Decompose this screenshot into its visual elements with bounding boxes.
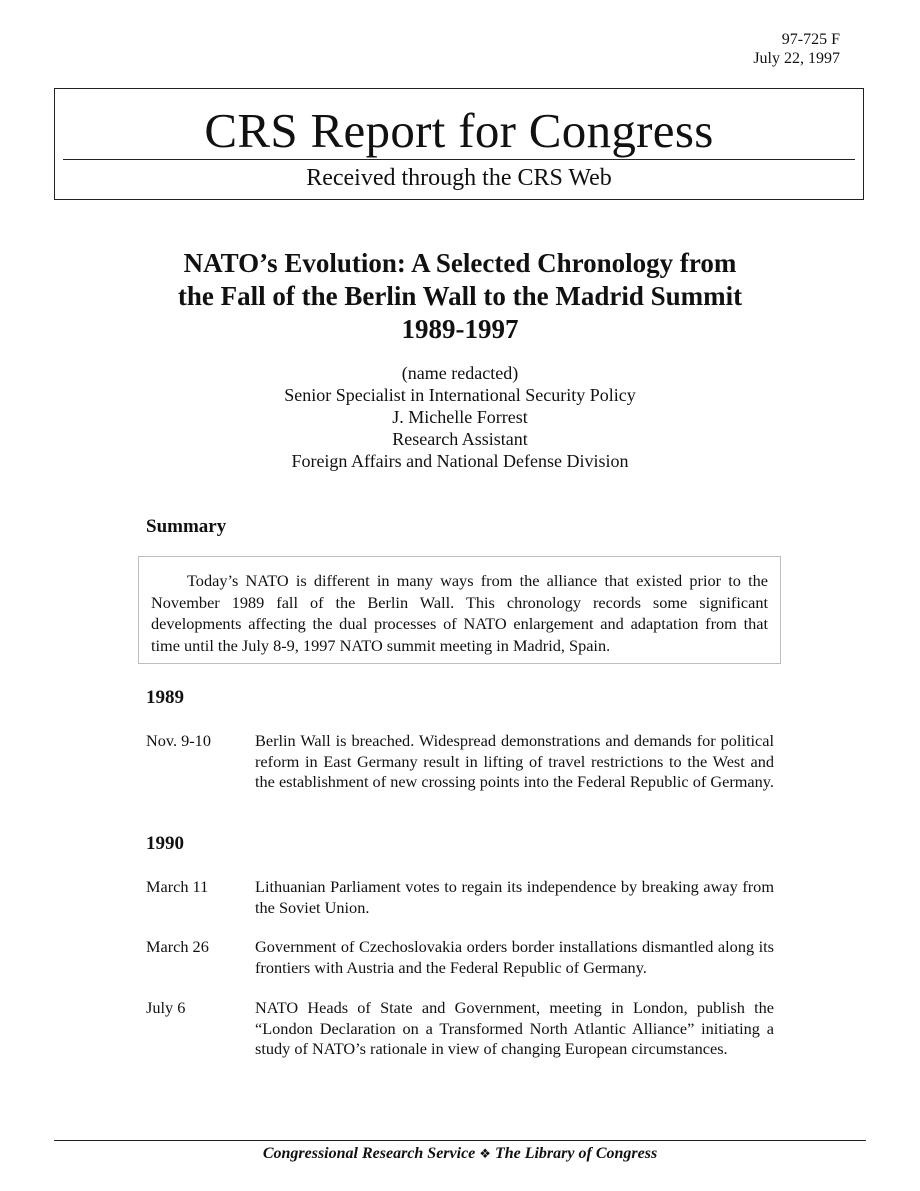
division-name: Foreign Affairs and National Defense Division	[291, 451, 629, 471]
entry-date: Nov. 9-10	[146, 731, 211, 750]
chronology-entry	[146, 937, 774, 978]
entry-text: Berlin Wall is breached. Widespread demonstrations and demands for political reform in East Germany result in lifting of travel restrictions to the West and the establishment of new crossing points into the Federal Republic of Germany.	[255, 731, 774, 791]
coauthor-title: Research Assistant	[392, 429, 528, 449]
entry-date: July 6	[146, 998, 186, 1017]
entry-text: Government of Czechoslovakia orders border installations dismantled along its frontiers with Austria and the Federal Republic of Germany.	[255, 937, 774, 977]
entry-date: March 26	[146, 937, 209, 956]
title-line-2: the Fall of the Berlin Wall to the Madrid Summit	[177, 281, 743, 311]
banner-rule	[63, 159, 855, 160]
footer	[54, 1144, 866, 1165]
footer-rule	[54, 1140, 866, 1141]
report-identifier	[753, 30, 840, 68]
author-block	[120, 362, 800, 472]
banner-title: CRS Report for Congress	[204, 103, 714, 158]
author-title: Senior Specialist in International Security Policy	[284, 385, 636, 405]
report-banner	[54, 88, 864, 200]
summary-box	[138, 556, 781, 664]
author-name: (name redacted)	[401, 363, 519, 383]
diamond-icon: ❖	[479, 1147, 491, 1162]
year-heading-1989: 1989	[146, 687, 184, 708]
banner-subtitle: Received through the CRS Web	[306, 165, 612, 191]
report-number: 97-725 F	[781, 31, 840, 48]
entry-date: March 11	[146, 877, 209, 896]
entry-text: NATO Heads of State and Government, meeting in London, publish the “London Declaration on a Transformed North Atlantic Alliance” initiating a study of NATO’s rationale in view of changing European circumstances.	[255, 998, 774, 1058]
title-line-1: NATO’s Evolution: A Selected Chronology from	[183, 248, 737, 278]
chronology-entry	[146, 998, 774, 1060]
summary-heading: Summary	[146, 516, 227, 537]
summary-text: Today’s NATO is different in many ways from the alliance that existed prior to the November 1989 fall of the Berlin Wall. This chronology records some significant developments affecting the dual processes of NATO enlargement and adaptation from that time until the July 8-9, 1997 NATO summit meeting in Madrid, Spain.	[151, 571, 768, 655]
chronology-entry	[146, 731, 774, 793]
footer-crs: Congressional Research Service	[262, 1145, 476, 1162]
report-date: July 22, 1997	[753, 50, 840, 67]
footer-library: The Library of Congress	[494, 1145, 658, 1162]
title-line-3: 1989-1997	[401, 314, 519, 344]
year-heading-1990: 1990	[146, 833, 184, 854]
coauthor-name: J. Michelle Forrest	[392, 407, 528, 427]
entry-text: Lithuanian Parliament votes to regain its independence by breaking away from the Soviet Union.	[255, 877, 774, 917]
chronology-entry	[146, 877, 774, 918]
document-title	[120, 247, 800, 346]
